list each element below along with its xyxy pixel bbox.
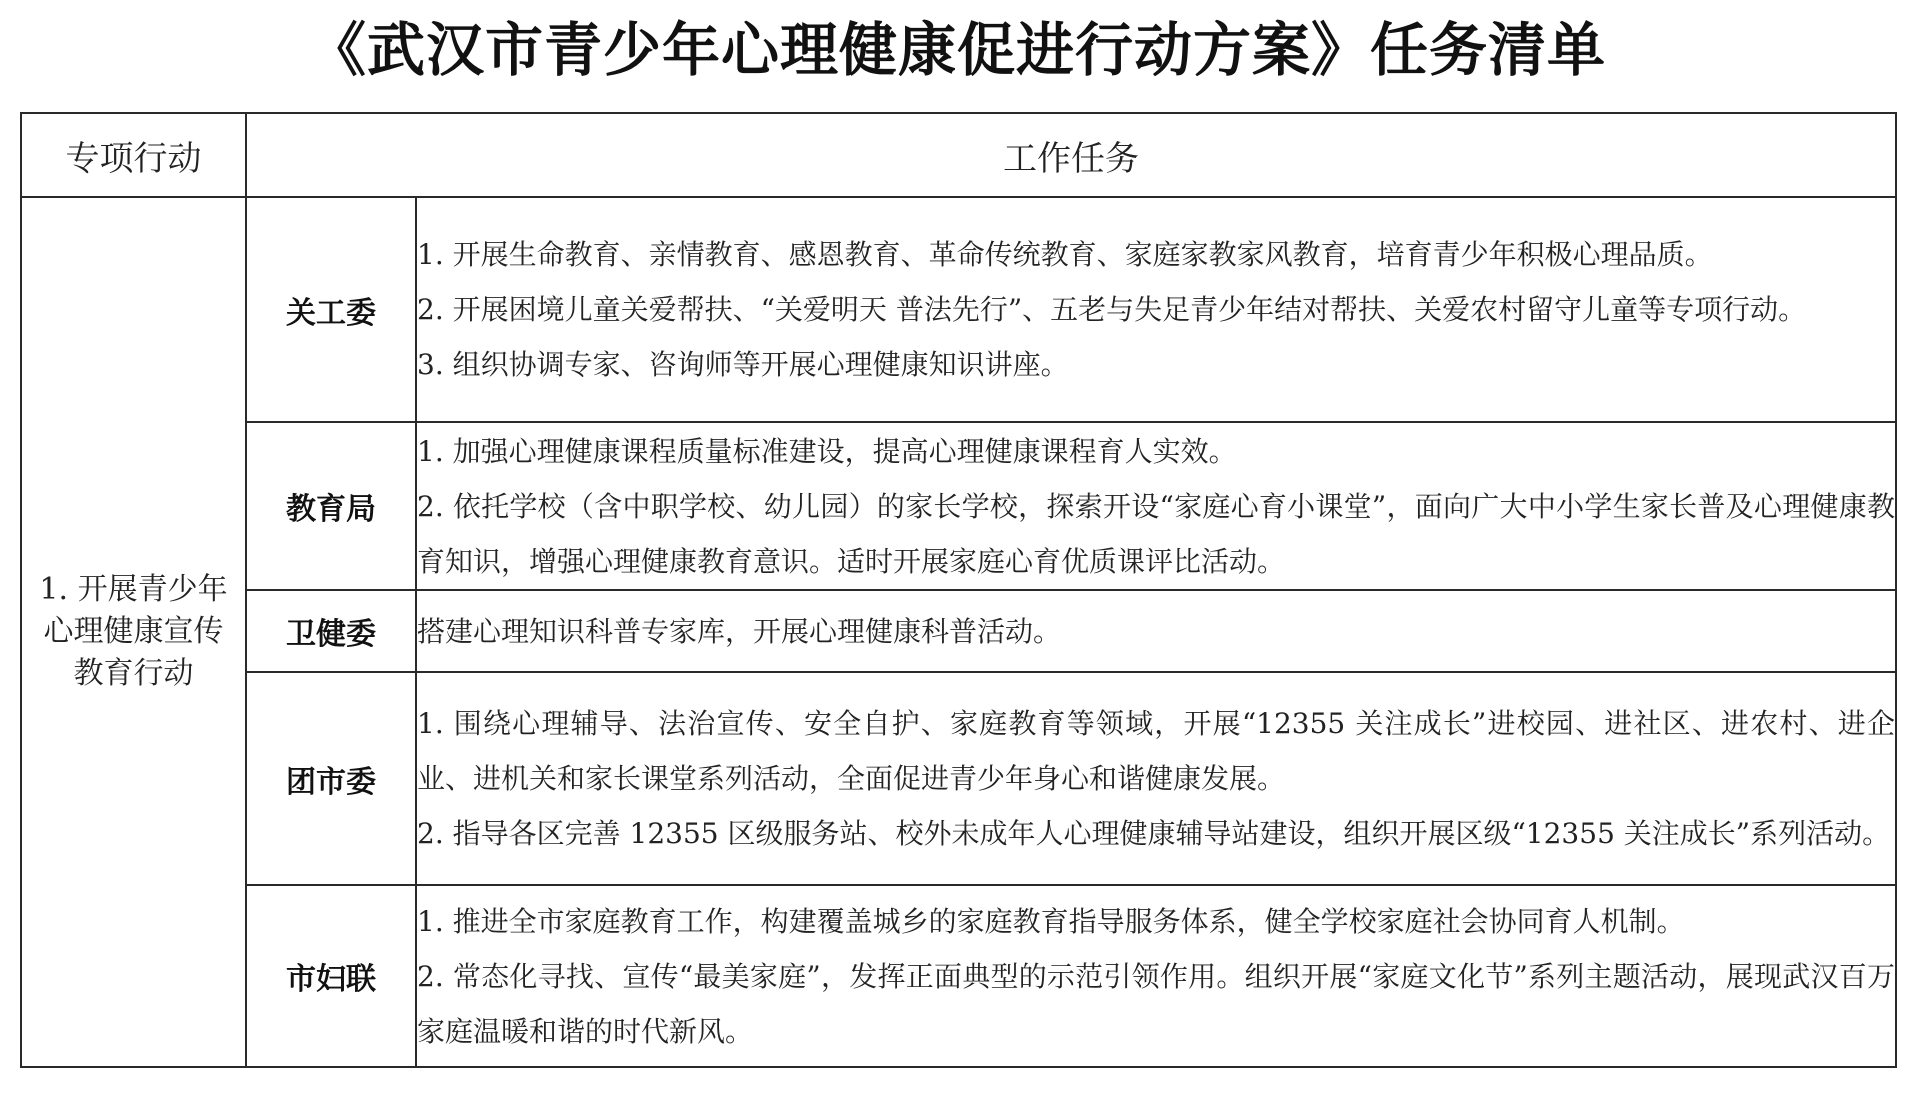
department-name: 关工委	[246, 197, 416, 422]
header-tasks: 工作任务	[246, 113, 1896, 197]
table-row	[21, 197, 1896, 422]
table-row	[21, 422, 1896, 590]
table-row	[21, 590, 1896, 672]
task-item: 搭建心理知识科普专家库，开展心理健康科普活动。	[417, 614, 1062, 648]
task-item: 2. 开展困境儿童关爱帮扶、“关爱明天 普法先行”、五老与失足青少年结对帮扶、关爱农村留守儿童等专项行动。	[417, 293, 1807, 326]
task-item: 1. 开展生命教育、亲情教育、感恩教育、革命传统教育、家庭家教家风教育，培育青少年积极心理品质。	[417, 238, 1713, 271]
task-list	[416, 422, 1896, 590]
task-item: 3. 组织协调专家、咨询师等开展心理健康知识讲座。	[417, 348, 1069, 381]
header-action: 专项行动	[21, 113, 246, 197]
page-title: 《武汉市青少年心理健康促进行动方案》任务清单	[307, 16, 1606, 84]
department-name: 市妇联	[246, 885, 416, 1067]
task-list	[416, 197, 1896, 422]
task-item: 1. 推进全市家庭教育工作，构建覆盖城乡的家庭教育指导服务体系，健全学校家庭社会协同育人机制。	[417, 904, 1685, 938]
department-name: 教育局	[246, 422, 416, 590]
table-header-row	[21, 113, 1896, 197]
task-item: 2. 指导各区完善 12355 区级服务站、校外未成年人心理健康辅导站建设，组织开展区级“12355 关注成长”系列活动。	[417, 817, 1891, 850]
task-list	[416, 672, 1896, 885]
department-name: 卫健委	[246, 590, 416, 672]
task-item: 2. 常态化寻找、宣传“最美家庭”，发挥正面典型的示范引领作用。组织开展“家庭文化节”系列主题活动，展现武汉百万家庭温暖和谐的时代新风。	[417, 959, 1895, 1048]
action-cell	[21, 197, 246, 1067]
task-list	[416, 590, 1896, 672]
task-item: 1. 围绕心理辅导、法治宣传、安全自护、家庭教育等领域，开展“12355 关注成长”进校园、进社区、进农村、进企业、进机关和家长课堂系列活动，全面促进青少年身心和谐健康发展。	[417, 707, 1895, 795]
task-list	[416, 885, 1896, 1067]
task-item: 1. 加强心理健康课程质量标准建设，提高心理健康课程育人实效。	[417, 434, 1237, 468]
department-name: 团市委	[246, 672, 416, 885]
task-item: 2. 依托学校（含中职学校、幼儿园）的家长学校，探索开设“家庭心育小课堂”，面向广大中小学生家长普及心理健康教育知识，增强心理健康教育意识。适时开展家庭心育优质课评比活动。	[417, 489, 1895, 578]
table-row	[21, 885, 1896, 1067]
table-row	[21, 672, 1896, 885]
action-label: 1. 开展青少年心理健康宣传教育行动	[39, 572, 228, 691]
task-table	[20, 112, 1897, 1068]
